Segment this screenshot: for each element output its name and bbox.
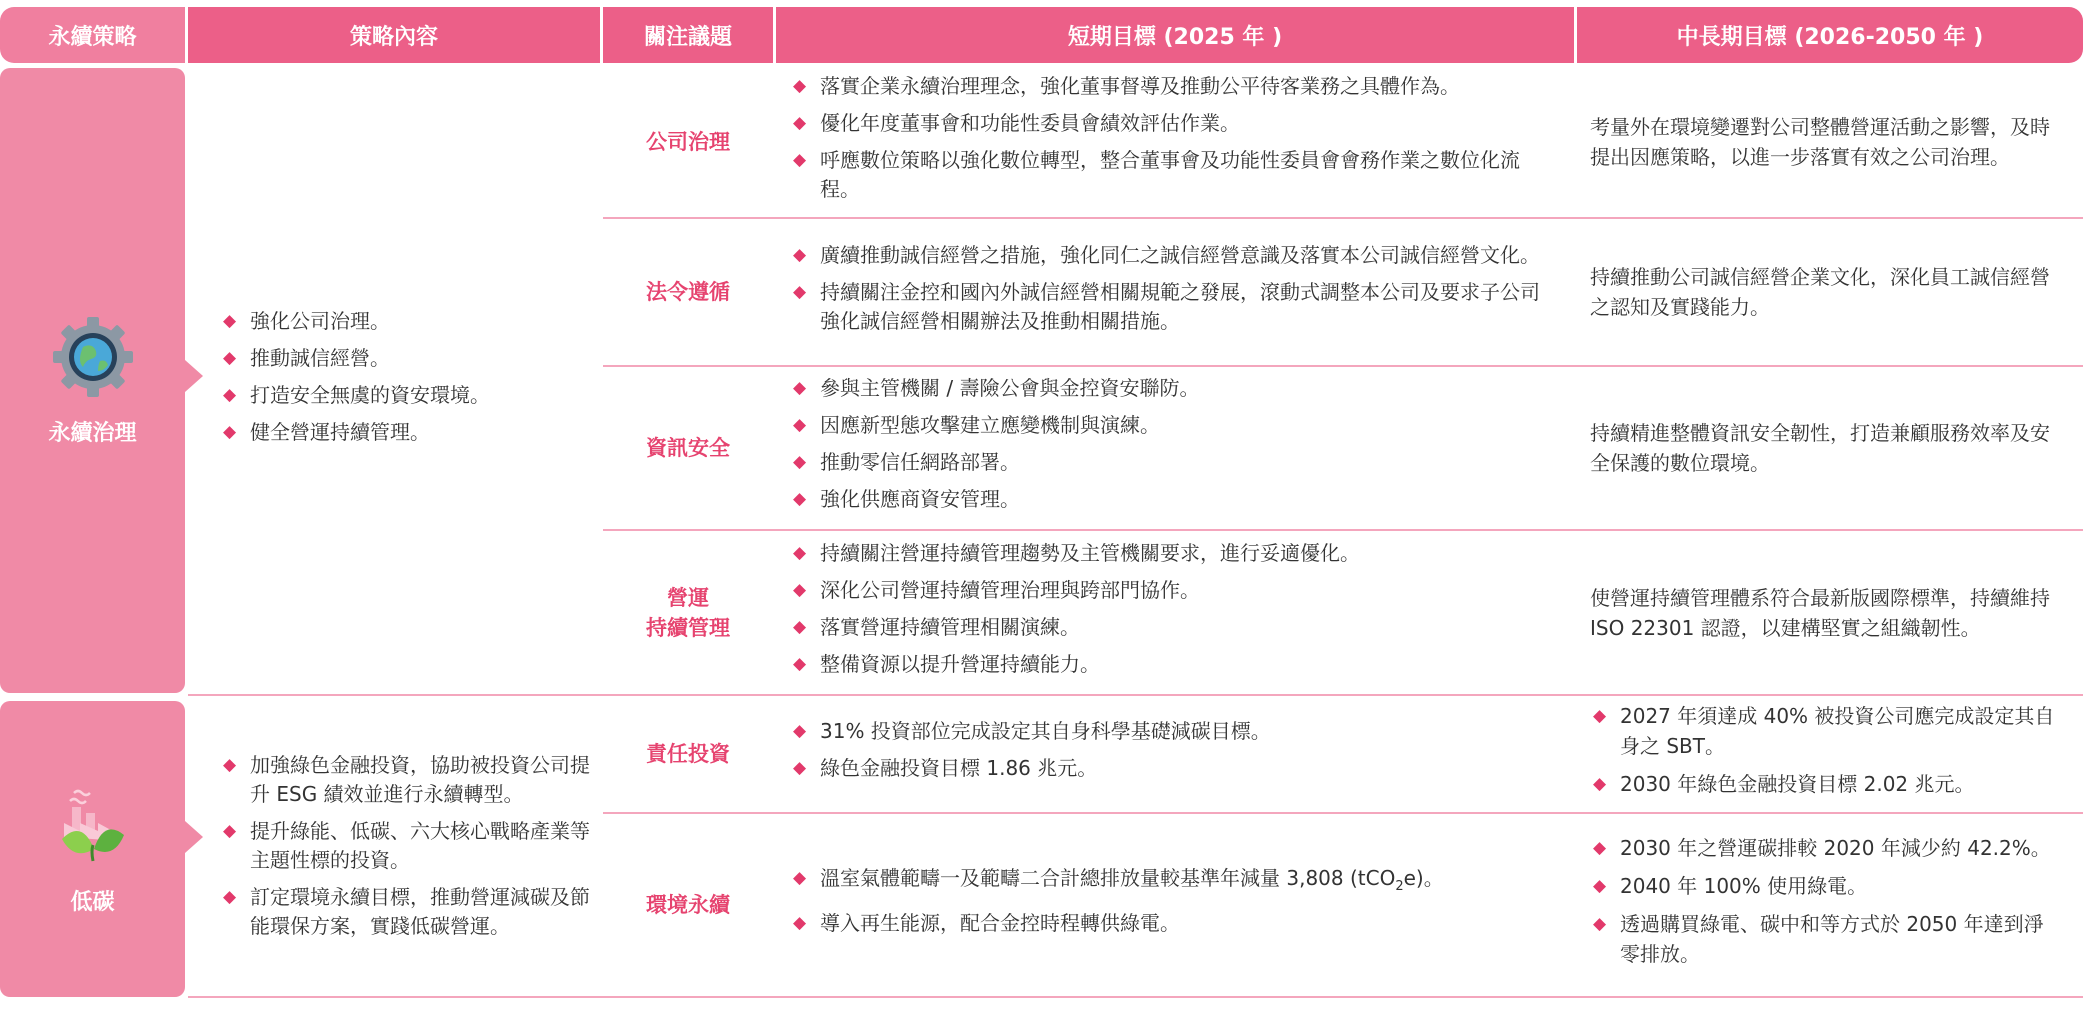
category-low-carbon [0, 701, 185, 997]
list-item: ◆ 溫室氣體範疇一及範疇二合計總排放量較基準年減量 3,808 (tCO$_2$e)。 [793, 866, 1444, 894]
list-item: ◆ 提升綠能、低碳、六大核心戰略產業等主題性標的投資。 [223, 819, 590, 872]
diamond-bullet-icon: ◆ [793, 378, 807, 398]
diamond-bullet-icon: ◆ [1593, 876, 1607, 896]
category-arrow [185, 821, 203, 853]
list-item: ◆ 持續關注營運持續管理趨勢及主管機關要求，進行妥適優化。 [790, 539, 1360, 568]
short-term-environmental-sustainability [790, 814, 1550, 996]
diamond-bullet-icon: ◆ [223, 887, 237, 907]
list-item: ◆ 2030 年之營運碳排較 2020 年減少約 42.2%。 [1590, 833, 2055, 863]
long-term-info-security: 持續精進整體資訊安全韌性，打造兼顧服務效率及安全保護的數位環境。 [1590, 421, 2050, 475]
diamond-bullet-icon: ◆ [223, 385, 237, 405]
diamond-bullet-icon: ◆ [793, 489, 807, 509]
topic-label-line: 持續管理 [646, 615, 730, 640]
topic-compliance: 法令遵循 [646, 280, 730, 304]
short-term-corporate-governance [790, 66, 1550, 217]
short-term-business-continuity [790, 531, 1550, 694]
topic-business-continuity [603, 531, 773, 694]
diamond-bullet-icon: ◆ [793, 415, 807, 435]
list-item: ◆ 優化年度董事會和功能性委員會績效評估作業。 [790, 109, 1550, 138]
list-item: ◆ 31% 投資部位完成設定其自身科學基礎減碳目標。 [790, 717, 1271, 746]
topic-environmental-sustainability: 環境永續 [646, 893, 730, 917]
diamond-bullet-icon: ◆ [223, 821, 237, 841]
diamond-bullet-icon: ◆ [223, 348, 237, 368]
diamond-bullet-icon: ◆ [793, 616, 807, 637]
long-term-compliance: 持續推動公司誠信經營企業文化，深化員工誠信經營之認知及實踐能力。 [1590, 265, 2050, 319]
diamond-bullet-icon: ◆ [223, 311, 237, 331]
list-item: ◆ 參與主管機關 / 壽險公會與金控資安聯防。 [790, 374, 1199, 403]
diamond-bullet-icon: ◆ [1593, 838, 1607, 858]
list-item: ◆ 加強綠色金融投資，協助被投資公司提升 ESG 績效並進行永續轉型。 [223, 753, 590, 806]
list-item: ◆ 持續關注金控和國內外誠信經營相關規範之發展，滾動式調整本公司及要求子公司強化誠信經營相關辦法及推動相關措施。 [793, 279, 1540, 333]
header-strategy: 永續策略 [0, 7, 185, 63]
diamond-bullet-icon: ◆ [793, 149, 807, 170]
topic-corporate-governance: 公司治理 [646, 129, 730, 154]
diamond-bullet-icon: ◆ [793, 75, 807, 96]
long-term-responsible-investment [1590, 696, 2055, 812]
list-item: ◆ 2030 年綠色金融投資目標 2.02 兆元。 [1590, 769, 2055, 799]
header-focus-topic: 關注議題 [603, 7, 773, 63]
diamond-bullet-icon: ◆ [793, 868, 807, 888]
long-term-environmental-sustainability [1590, 814, 2055, 996]
diamond-bullet-icon: ◆ [1593, 706, 1607, 726]
strategy-list-low-carbon [220, 751, 600, 949]
list-item: ◆ 訂定環境永續目標，推動營運減碳及節能環保方案，實踐低碳營運。 [223, 885, 590, 938]
list-item: ◆ 2040 年 100% 使用綠電。 [1590, 871, 2055, 901]
header-long-term: 中長期目標 (2026-2050 年 ) [1577, 7, 2083, 63]
list-item: ◆ 打造安全無虞的資安環境。 [220, 381, 600, 410]
list-item: ◆ 深化公司營運持續管理治理與跨部門協作。 [790, 576, 1360, 605]
strategy-list-governance [220, 307, 600, 455]
list-item: ◆ 導入再生能源，配合金控時程轉供綠電。 [790, 909, 1444, 938]
category-label: 低碳 [70, 889, 115, 915]
list-item: ◆ 強化公司治理。 [220, 307, 600, 336]
list-item: ◆ 廣續推動誠信經營之措施，強化同仁之誠信經營意識及落實本公司誠信經營文化。 [790, 241, 1550, 270]
list-item: ◆ 落實企業永續治理理念，強化董事督導及推動公平待客業務之具體作為。 [790, 72, 1550, 101]
diamond-bullet-icon: ◆ [793, 244, 807, 265]
diamond-bullet-icon: ◆ [793, 913, 807, 933]
topic-label-line: 營運 [667, 585, 709, 610]
topic-info-security: 資訊安全 [646, 436, 730, 460]
diamond-bullet-icon: ◆ [1593, 774, 1607, 794]
section-divider [188, 996, 2083, 998]
diamond-bullet-icon: ◆ [793, 452, 807, 472]
diamond-bullet-icon: ◆ [793, 281, 807, 302]
factory-leaf-icon [50, 783, 136, 869]
header-short-term: 短期目標 (2025 年 ) [776, 7, 1574, 63]
diamond-bullet-icon: ◆ [793, 653, 807, 674]
short-term-info-security [790, 367, 1550, 529]
diamond-bullet-icon: ◆ [793, 579, 807, 600]
category-label: 永續治理 [48, 421, 137, 446]
short-term-responsible-investment [790, 696, 1550, 812]
category-arrow [185, 360, 203, 392]
list-item: ◆ 2027 年須達成 40% 被投資公司應完成設定其自身之 SBT。 [1590, 701, 2055, 761]
long-term-business-continuity: 使營運持續管理體系符合最新版國際標準，持續維持 ISO 22301 認證，以建構堅實之組織韌性。 [1590, 585, 2050, 640]
list-item: ◆ 綠色金融投資目標 1.86 兆元。 [790, 754, 1271, 783]
list-item: ◆ 落實營運持續管理相關演練。 [790, 613, 1360, 642]
list-item: ◆ 透過購買綠電、碳中和等方式於 2050 年達到淨零排放。 [1590, 909, 2055, 969]
list-item: ◆ 推動誠信經營。 [220, 344, 600, 373]
short-term-compliance [790, 219, 1550, 365]
list-item: ◆ 健全營運持續管理。 [220, 418, 600, 447]
list-item: ◆ 推動零信任網路部署。 [790, 448, 1199, 477]
diamond-bullet-icon: ◆ [793, 542, 807, 563]
list-item: ◆ 因應新型態攻擊建立應變機制與演練。 [790, 411, 1199, 440]
gear-globe-icon [50, 314, 136, 400]
diamond-bullet-icon: ◆ [223, 422, 237, 442]
header-strategy-content: 策略內容 [188, 7, 600, 63]
category-governance [0, 68, 185, 693]
diamond-bullet-icon: ◆ [1593, 914, 1607, 934]
diamond-bullet-icon: ◆ [223, 755, 237, 775]
list-item: ◆ 整備資源以提升營運持續能力。 [790, 650, 1360, 679]
long-term-corporate-governance: 考量外在環境變遷對公司整體營運活動之影響，及時提出因應策略，以進一步落實有效之公司治理。 [1590, 114, 2050, 169]
list-item: ◆ 強化供應商資安管理。 [790, 485, 1199, 514]
diamond-bullet-icon: ◆ [793, 758, 807, 778]
diamond-bullet-icon: ◆ [793, 721, 807, 741]
topic-responsible-investment: 責任投資 [646, 742, 730, 766]
list-item: ◆ 呼應數位策略以強化數位轉型，整合董事會及功能性委員會會務作業之數位化流程。 [793, 147, 1520, 201]
diamond-bullet-icon: ◆ [793, 112, 807, 133]
